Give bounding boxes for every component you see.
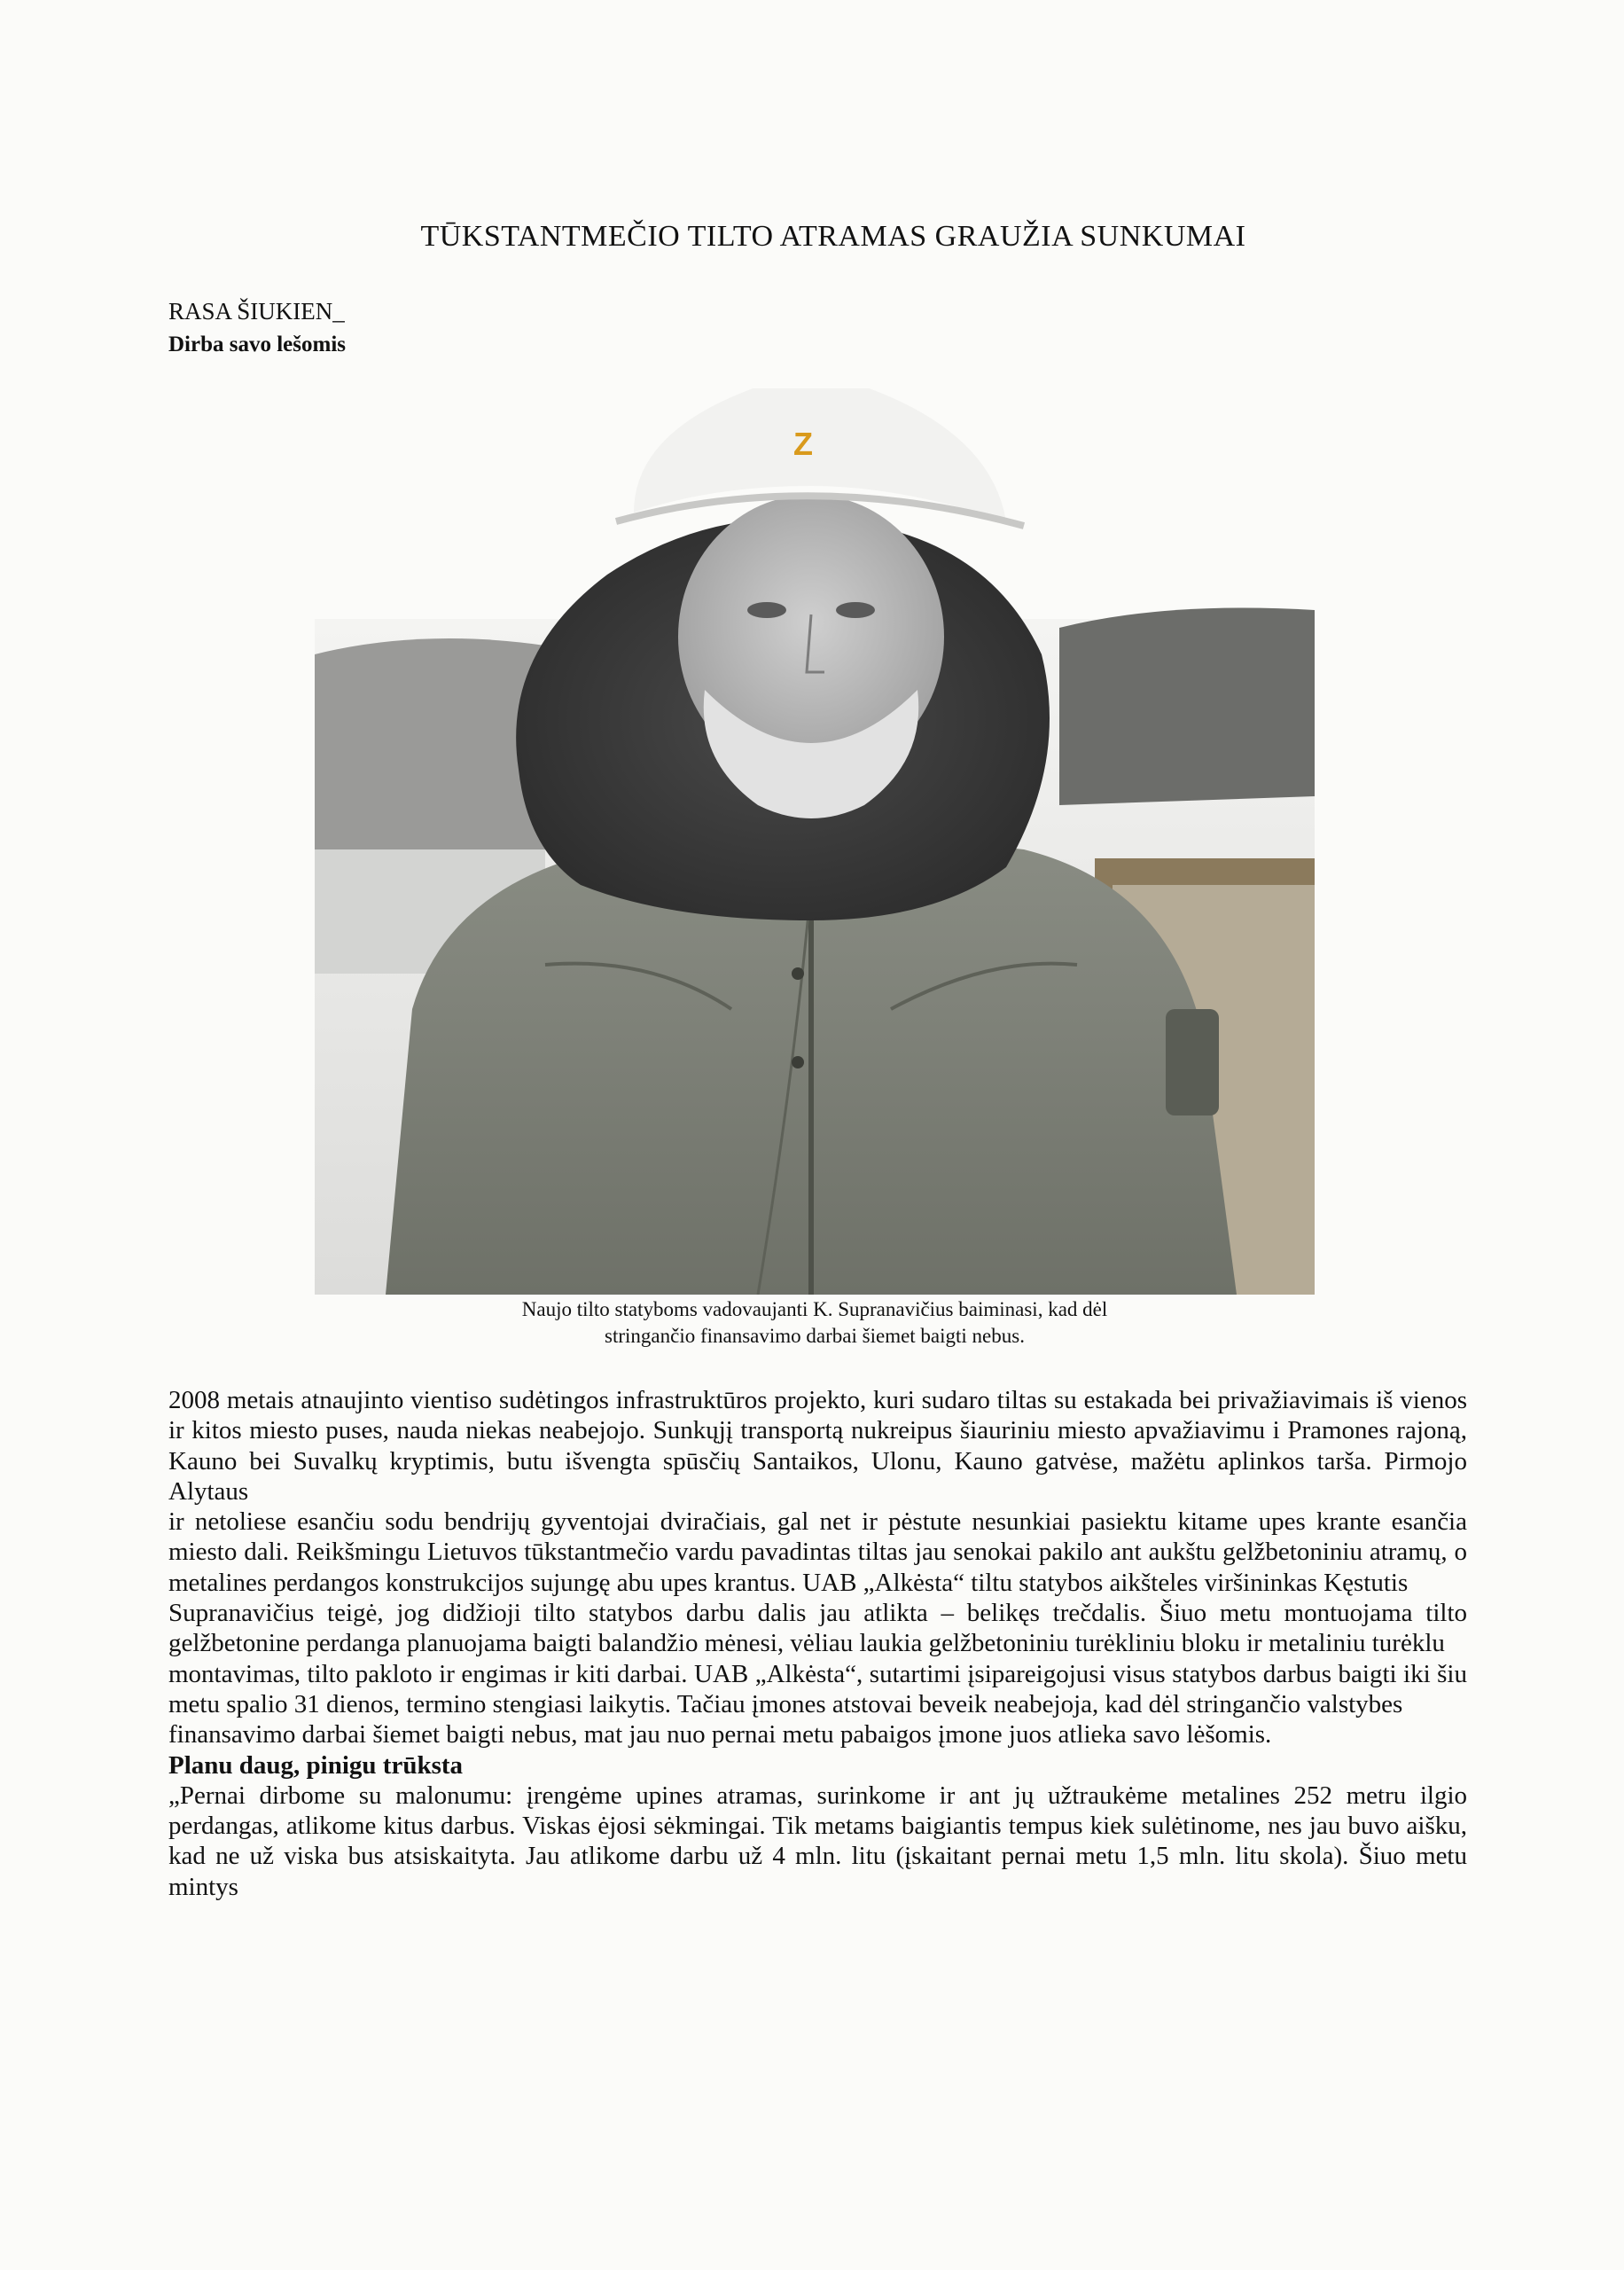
article-body — [168, 1385, 1467, 1902]
section-heading: Planu daug, pinigu trūksta — [168, 1750, 464, 1780]
body-paragraph-1: 2008 metais atnaujinto vientiso sudėtingos infrastruktūros projekto, kuri sudaro tiltas su estakada bei privažiavimais iš vienos ir kitos miesto puses, nauda niekas neabejojo. Sunkųjį transportą nukreipus šiauriniu miesto apvažiavimu i Pramones rajoną, Kauno bei Suvalkų kryptimis, butu išvengta spūsčių Santaikos, Ulonu, Kauno gatvėse, mažėtu aplinkos tarša. Pirmojo Alytaus — [168, 1386, 1467, 1506]
portrait-photo-illustration — [315, 388, 1315, 1295]
article-title: TŪKSTANTMEČIO TILTO ATRAMAS GRAUŽIA SUNKUMAI — [420, 220, 1246, 253]
section-paragraph: „Pernai dirbome su malonumu: įrengėme upines atramas, surinkome ir ant jų užtraukėme metalines 252 metru ilgio perdangas, atlikome kitus darbus. Viskas ėjosi sėkmingai. Tik metams baigiantis tempus kiek sulėtinome, nes jau buvo aišku, kad ne už viska bus atsiskaityta. Jau atlikome darbu už 4 mln. litu (įskaitant pernai metu 1,5 mln. litu skola). Šiuo metu mintys — [168, 1781, 1467, 1901]
article-subtitle: Dirba savo lešomis — [168, 333, 346, 356]
photo-caption — [315, 1296, 1315, 1350]
body-paragraph-4: montavimas, tilto pakloto ir engimas ir kiti darbai. UAB „Alkėsta“, sutartimi įsipareigojusi visus statybos darbus baigti iki šiu metu spalio 31 dienos, termino stengiasi laikytis. Tačiau įmones atstovai beveik neabejoja, kad dėl stringančio valstybes — [168, 1659, 1467, 1718]
article-photo — [315, 388, 1315, 1295]
body-paragraph-5: finansavimo darbai šiemet baigti nebus, mat jau nuo pernai metu pabaigos įmone juos atlieka savo lėšomis. — [168, 1720, 1272, 1749]
helmet-logo: Z — [793, 426, 813, 462]
author-name: RASA ŠIUKIEN_ — [168, 298, 345, 325]
body-paragraph-2: ir netoliese esančiu sodu bendrijų gyventojai dviračiais, gal net ir pėstute nesunkiai pasiektu kitame upes krante esančia miesto dali. Reikšmingu Lietuvos tūkstantmečio vardu pavadintas tiltas jau senokai pakilo ant aukštu gelžbetoniniu atramų, o metalines perdangos konstrukcijos sujungę abu upes krantus. UAB „Alkėsta“ tiltu statybos aikšteles viršininkas Kęstutis — [168, 1507, 1467, 1597]
photo-caption-line-1: Naujo tilto statyboms vadovaujanti K. Supranavičius baiminasi, kad dėl — [521, 1298, 1108, 1320]
body-paragraph-3: Supranavičius teigė, jog didžioji tilto statybos darbu dalis jau atlikta – belikęs trečdalis. Šiuo metu montuojama tilto gelžbetonine perdanga planuojama baigti balandžio mėnesi, vėliau laukia gelžbetoniniu turėkliniu bloku ir metaliniu turėklu — [168, 1599, 1467, 1658]
photo-caption-line-2: stringančio finansavimo darbai šiemet baigti nebus. — [605, 1325, 1025, 1347]
